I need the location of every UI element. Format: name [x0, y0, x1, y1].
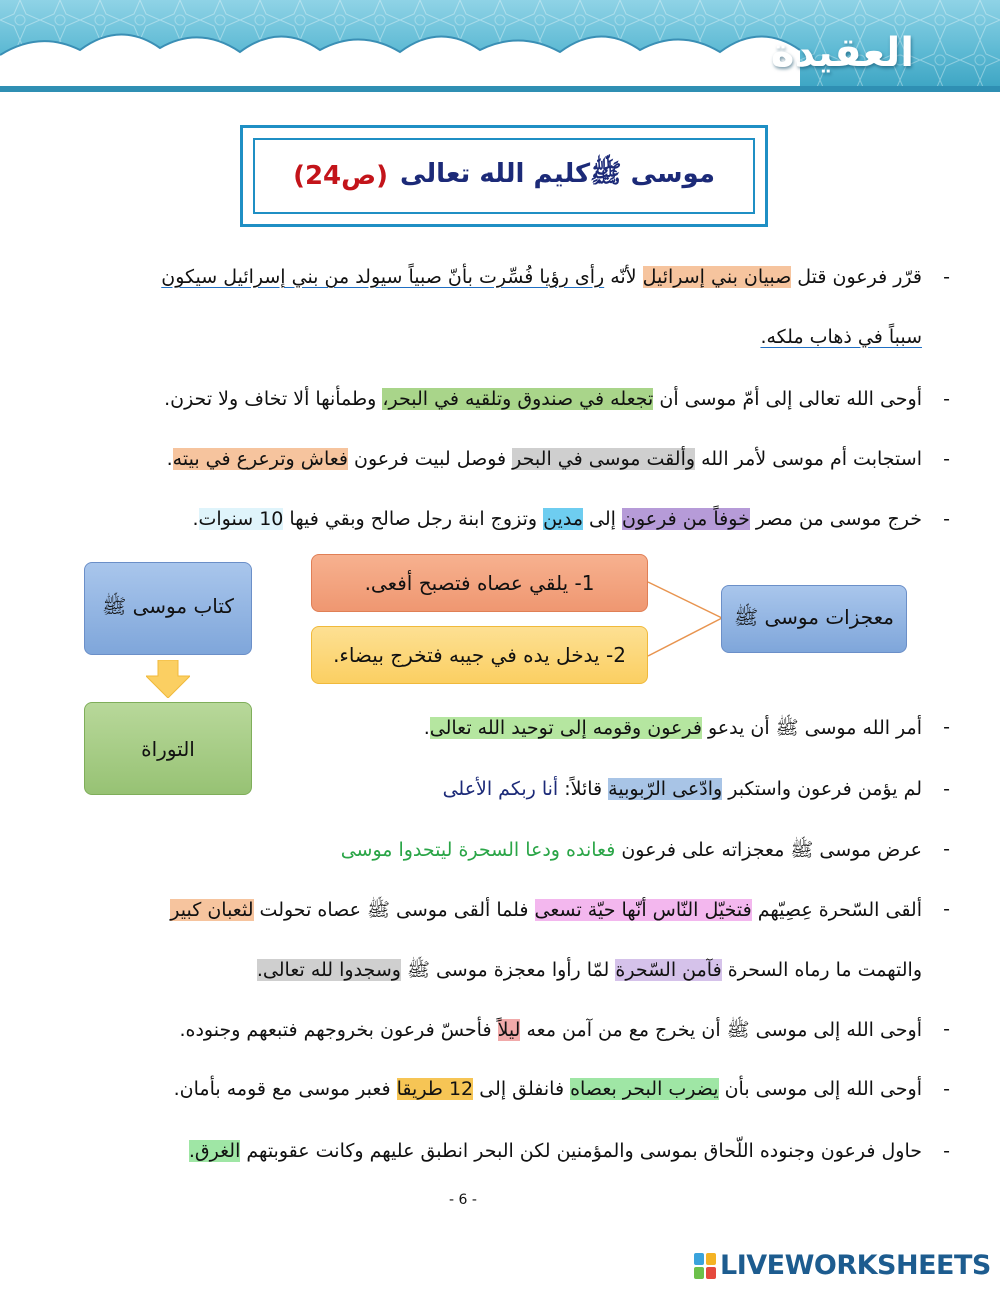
lesson-page-ref: (ص24) — [293, 161, 389, 191]
bullet-dash: - — [943, 1078, 950, 1100]
torah-box — [84, 702, 252, 795]
miracle-2-text: 2- يدخل يده في جيبه فتخرج بيضاء. — [333, 643, 626, 667]
text-segment: استجابت أم موسى لأمر الله — [695, 448, 922, 470]
book-box — [84, 562, 252, 655]
bullet-dash: - — [943, 778, 950, 800]
text-segment: عرض موسى ﷺ معجزاته على فرعون — [615, 839, 922, 861]
underlined-segment: سبباً في ذهاب ملكه. — [760, 326, 922, 348]
highlight-segment: الغرق. — [188, 1140, 241, 1162]
colored-segment: فعانده ودعا السحرة ليتحدوا موسى — [340, 839, 616, 861]
text-segment: فلما ألقى موسى ﷺ عصاه تحولت — [253, 899, 535, 921]
line-4 — [192, 508, 950, 530]
line-11 — [188, 1140, 950, 1162]
text-segment: أوحى الله إلى موسى بأن — [718, 1078, 922, 1100]
text-segment: ألقى السّحرة عِصِيّهم — [751, 899, 922, 921]
highlight-segment: وسجدوا لله تعالى. — [256, 959, 401, 981]
line-3 — [166, 448, 950, 470]
bullet-dash: - — [943, 448, 950, 470]
text-segment: إلى — [583, 508, 622, 530]
text-segment: لمّا رأوا معجزة موسى ﷺ — [400, 959, 616, 981]
miracle-2-box — [311, 626, 648, 684]
text-segment: . — [192, 508, 199, 530]
line-8 — [170, 898, 950, 926]
miracle-1-box — [311, 554, 648, 612]
highlight-segment: خوفاً من فرعون — [621, 508, 750, 530]
highlight-segment: وادّعى الرّبوبية — [608, 778, 723, 800]
text-segment: أوحى الله تعالى إلى أمّ موسى أن — [653, 388, 922, 410]
header-banner — [0, 0, 1000, 92]
highlight-segment: فآمن السّحرة — [615, 959, 722, 981]
down-arrow-icon — [146, 660, 190, 698]
bullet-dash: - — [943, 716, 950, 738]
miracles-box — [721, 585, 907, 653]
text-segment: فعبر موسى مع قومه بأمان. — [173, 1078, 397, 1100]
lesson-title — [253, 138, 755, 214]
text-segment: والتهمت ما رماه السحرة — [721, 959, 922, 981]
bullet-dash: - — [943, 266, 950, 288]
highlight-segment: فتخيّل النّاس أنّها حيّة تسعى — [534, 899, 752, 921]
text-segment: وتزوج ابنة رجل صالح وبقي فيها — [283, 508, 544, 530]
line-6 — [442, 778, 950, 800]
text-segment: قائلاً: — [558, 778, 609, 800]
text-segment: قرّر فرعون قتل — [791, 266, 922, 288]
miracles-label: معجزات موسى ﷺ — [733, 604, 895, 629]
line-2 — [164, 388, 950, 410]
line-1-continued — [760, 326, 922, 348]
lesson-title-text: موسى ﷺكليم الله تعالى — [400, 159, 715, 189]
brand-grid-icon — [694, 1253, 716, 1279]
highlight-segment: مدين — [543, 508, 583, 530]
line-9 — [179, 1018, 950, 1046]
line-7 — [340, 838, 950, 866]
line-5 — [423, 716, 950, 744]
torah-label: التوراة — [141, 736, 195, 761]
lesson-title-frame — [240, 125, 768, 227]
liveworksheets-logo[interactable] — [694, 1250, 991, 1281]
bullet-dash: - — [943, 838, 950, 860]
text-segment: فأحسّ فرعون بخروجهم فتبعهم وجنوده. — [179, 1019, 498, 1041]
bullet-dash: - — [943, 388, 950, 410]
text-segment: أوحى الله إلى موسى ﷺ أن يخرج مع من آمن معه — [520, 1019, 922, 1041]
text-segment: أمر الله موسى ﷺ أن يدعو — [701, 717, 922, 739]
text-segment: فوصل لبيت فرعون — [348, 448, 513, 470]
text-segment: خرج موسى من مصر — [749, 508, 922, 530]
highlight-segment: 12 طريقا — [396, 1078, 474, 1100]
text-segment: وطمأنها ألا تخاف ولا تحزن. — [164, 388, 383, 410]
bullet-dash: - — [943, 898, 950, 920]
bullet-dash: - — [943, 1018, 950, 1040]
diagram-connectors — [640, 570, 730, 670]
line-8-continued — [257, 958, 922, 986]
text-segment: لم يؤمن فرعون واستكبر — [722, 778, 922, 800]
highlight-segment: لثعبان كبير — [170, 899, 254, 921]
miracle-1-text: 1- يلقي عصاه فتصبح أفعى. — [364, 571, 595, 595]
highlight-segment: صبيان بني إسرائيل — [642, 266, 792, 288]
highlight-segment: يضرب البحر بعصاه — [570, 1078, 719, 1100]
underlined-segment: رأى رؤيا فُسِّرت بأنّ صبياً سيولد من بني إسرائيل سيكون — [161, 266, 605, 288]
page-number: - 6 - — [449, 1192, 477, 1208]
text-segment: . — [166, 448, 173, 470]
highlight-segment: تجعله في صندوق وتلقيه في البحر، — [382, 388, 654, 410]
line-1 — [161, 266, 950, 288]
banner-title: العقيدة — [770, 30, 914, 76]
colored-segment: أنا ربكم الأعلى — [442, 778, 559, 800]
brand-text: LIVEWORKSHEETS — [720, 1250, 991, 1281]
book-label: كتاب موسى ﷺ — [102, 594, 234, 618]
highlight-segment: فعاش وترعرع في بيته — [172, 448, 348, 470]
bullet-dash: - — [943, 1140, 950, 1162]
text-segment: لأنّه — [604, 266, 643, 288]
highlight-segment: ليلاً — [497, 1019, 521, 1041]
highlight-segment: 10 سنوات — [198, 508, 284, 530]
highlight-segment: وألقت موسى في البحر — [512, 448, 696, 470]
text-segment: فانفلق إلى — [473, 1078, 571, 1100]
highlight-segment: فرعون وقومه إلى توحيد الله تعالى — [429, 717, 702, 739]
text-segment: حاول فرعون وجنوده اللّحاق بموسى والمؤمنين لكن البحر انطبق عليهم وكانت عقوبتهم — [240, 1140, 922, 1162]
line-10 — [173, 1078, 950, 1100]
text-segment: . — [423, 717, 430, 739]
bullet-dash: - — [943, 508, 950, 530]
